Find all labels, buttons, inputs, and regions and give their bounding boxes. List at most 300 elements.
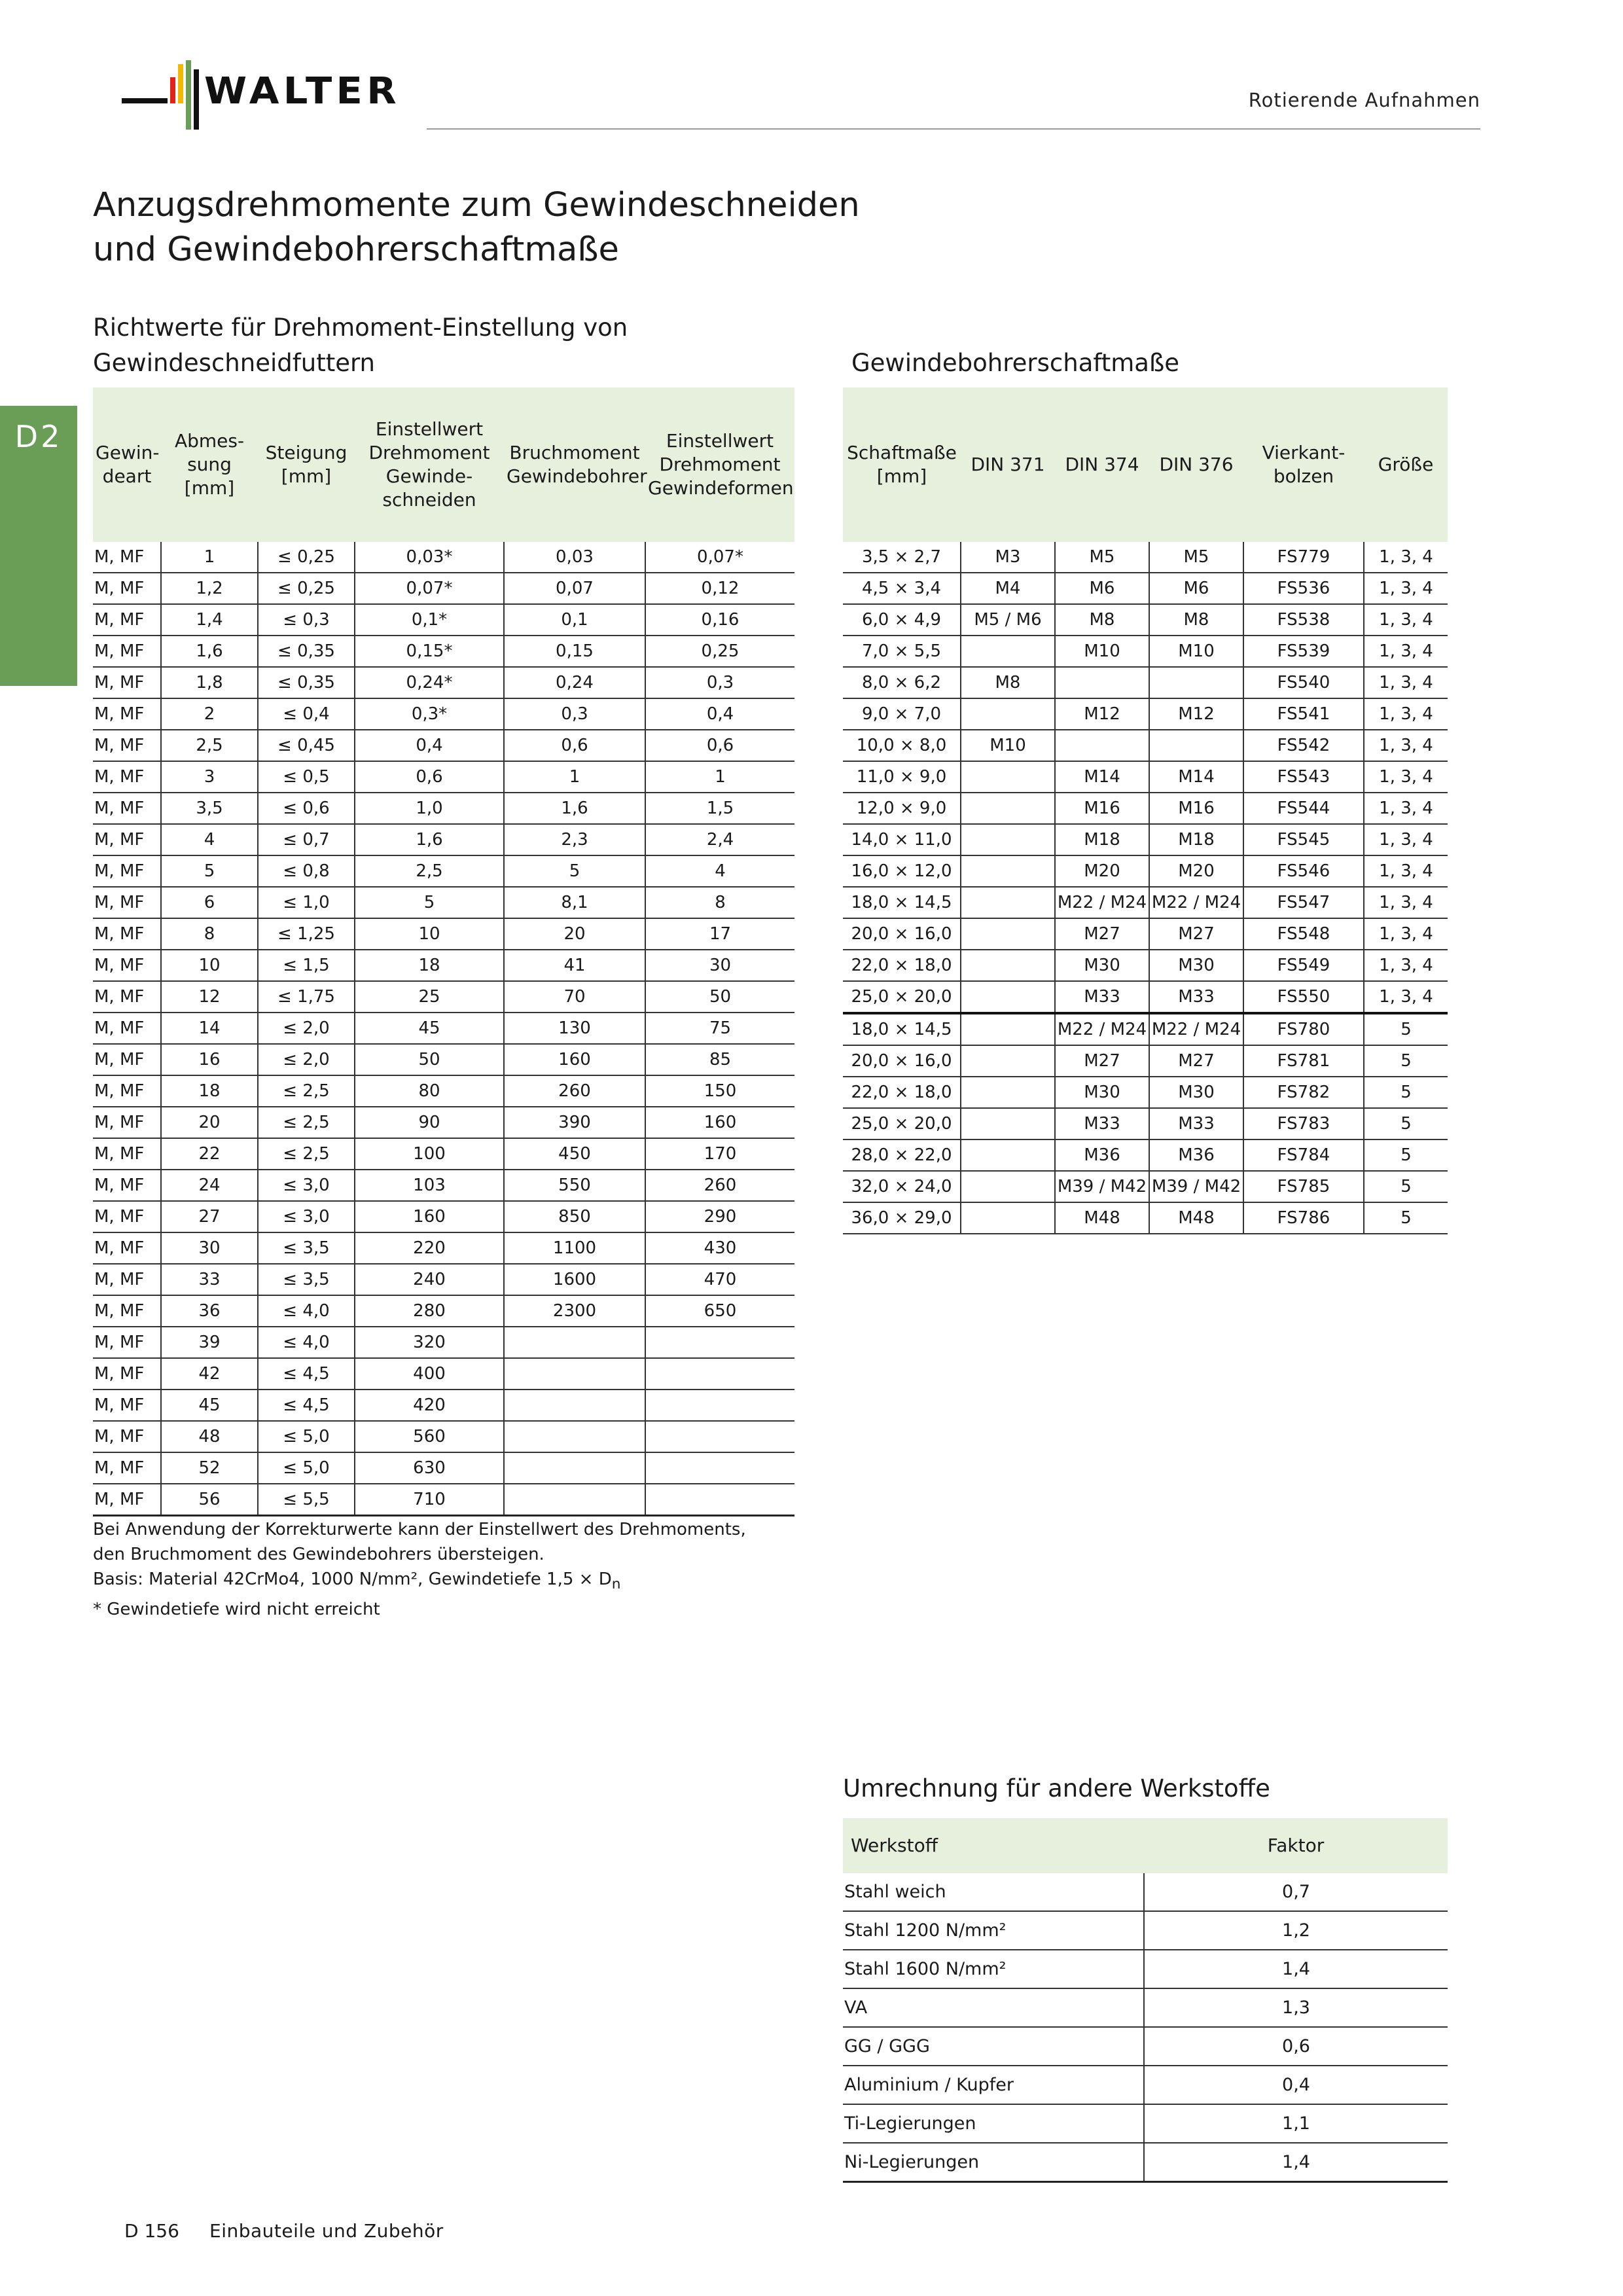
table-cell: M, MF — [93, 887, 161, 918]
table-cell: FS546 — [1243, 855, 1364, 887]
table-cell: 8,0 × 6,2 — [843, 667, 961, 698]
table-row — [843, 887, 1448, 918]
table-row — [93, 573, 794, 604]
table-cell: ≤ 0,7 — [258, 824, 355, 855]
table-cell — [961, 761, 1055, 793]
header-rule — [427, 128, 1480, 130]
table-cell: M, MF — [93, 824, 161, 855]
table-cell: M8 — [1055, 604, 1149, 636]
table-cell: ≤ 1,5 — [258, 950, 355, 981]
table-cell: 220 — [355, 1232, 504, 1264]
table-cell: 28,0 × 22,0 — [843, 1139, 961, 1171]
table-cell: M27 — [1149, 1045, 1243, 1077]
table-cell: ≤ 2,5 — [258, 1075, 355, 1107]
table-cell: Stahl 1200 N/mm² — [843, 1911, 1144, 1950]
table-cell: 5 — [1364, 1108, 1448, 1139]
table-cell: ≤ 1,75 — [258, 981, 355, 1013]
table-cell: 18,0 × 14,5 — [843, 887, 961, 918]
table-cell: ≤ 0,6 — [258, 793, 355, 824]
table-cell: M27 — [1055, 1045, 1149, 1077]
table-cell: M, MF — [93, 1295, 161, 1327]
table-cell: M36 — [1149, 1139, 1243, 1171]
table-cell: Ni-Legierungen — [843, 2143, 1144, 2182]
table-cell: ≤ 1,0 — [258, 887, 355, 918]
table-cell: FS547 — [1243, 887, 1364, 918]
page-title — [93, 183, 1075, 272]
table-cell: 5 — [161, 855, 258, 887]
table-cell: 1 — [161, 542, 258, 573]
torque-header-cell: Einstellwert Drehmoment Gewinde- schneiden — [355, 387, 504, 542]
table-cell: 150 — [645, 1075, 794, 1107]
table-cell: M10 — [1149, 636, 1243, 667]
table-cell: 1, 3, 4 — [1364, 573, 1448, 604]
table-row — [93, 1421, 794, 1452]
table-cell: 22,0 × 18,0 — [843, 1077, 961, 1108]
table-cell: 50 — [645, 981, 794, 1013]
table-cell: M, MF — [93, 918, 161, 950]
table-row — [93, 667, 794, 698]
table-cell — [961, 1077, 1055, 1108]
table-cell: M, MF — [93, 604, 161, 636]
table-cell: M20 — [1149, 855, 1243, 887]
table-cell: M3 — [961, 542, 1055, 573]
table-cell: M10 — [1055, 636, 1149, 667]
table-cell: 560 — [355, 1421, 504, 1452]
table-cell: 1, 3, 4 — [1364, 981, 1448, 1013]
table-cell: 260 — [504, 1075, 645, 1107]
table-cell: 10 — [161, 950, 258, 981]
table-cell: FS538 — [1243, 604, 1364, 636]
table-cell: 1,6 — [504, 793, 645, 824]
table-cell: M16 — [1149, 793, 1243, 824]
table-row — [843, 2143, 1448, 2182]
table-cell: M22 / M24 — [1149, 1013, 1243, 1045]
table-cell: 5 — [1364, 1045, 1448, 1077]
table-cell: 0,6 — [1144, 2027, 1448, 2066]
table-row — [93, 761, 794, 793]
table-cell: 2,4 — [645, 824, 794, 855]
table-cell: M, MF — [93, 573, 161, 604]
table-cell: ≤ 2,5 — [258, 1107, 355, 1138]
table-cell: 18 — [161, 1075, 258, 1107]
table-cell: 22 — [161, 1138, 258, 1170]
torque-title-line1: Richtwerte für Drehmoment-Einstellung von — [93, 314, 628, 342]
table-cell: FS785 — [1243, 1171, 1364, 1202]
table-row — [843, 730, 1448, 761]
table-cell: 2 — [161, 698, 258, 730]
table-cell — [645, 1452, 794, 1484]
table-cell: 30 — [645, 950, 794, 981]
factor-header-cell: Faktor — [1144, 1818, 1448, 1873]
table-cell: M, MF — [93, 667, 161, 698]
table-cell: 1,6 — [161, 636, 258, 667]
table-row — [93, 1013, 794, 1044]
table-cell: 0,6 — [645, 730, 794, 761]
table-row — [93, 1358, 794, 1390]
table-cell: 240 — [355, 1264, 504, 1295]
table-cell — [504, 1484, 645, 1516]
table-cell: 14,0 × 11,0 — [843, 824, 961, 855]
table-row — [843, 1950, 1448, 1988]
table-cell: 41 — [504, 950, 645, 981]
table-cell: 1 — [645, 761, 794, 793]
table-row — [93, 1484, 794, 1516]
table-cell: 1, 3, 4 — [1364, 887, 1448, 918]
table-row — [93, 1390, 794, 1421]
table-cell: M, MF — [93, 1452, 161, 1484]
table-cell: 9,0 × 7,0 — [843, 698, 961, 730]
table-cell: 52 — [161, 1452, 258, 1484]
table-cell: 5 — [1364, 1171, 1448, 1202]
table-cell: 80 — [355, 1075, 504, 1107]
table-cell — [645, 1421, 794, 1452]
table-cell: 11,0 × 9,0 — [843, 761, 961, 793]
table-cell — [961, 918, 1055, 950]
table-cell: 10 — [355, 918, 504, 950]
table-cell — [645, 1327, 794, 1358]
table-cell — [961, 1202, 1055, 1234]
table-cell: 0,24 — [504, 667, 645, 698]
table-cell: M30 — [1055, 950, 1149, 981]
table-cell: M, MF — [93, 1107, 161, 1138]
table-cell: ≤ 4,0 — [258, 1295, 355, 1327]
shank-header-cell: DIN 374 — [1055, 387, 1149, 542]
table-cell: 1,4 — [161, 604, 258, 636]
table-cell: 45 — [355, 1013, 504, 1044]
table-cell: M30 — [1149, 1077, 1243, 1108]
note-line: den Bruchmoment des Gewindebohrers übersteigen. — [93, 1545, 544, 1564]
table-cell — [504, 1327, 645, 1358]
table-cell: FS542 — [1243, 730, 1364, 761]
page-number: D 156 — [124, 2220, 179, 2242]
page-title-line1: Anzugsdrehmomente zum Gewindeschneiden — [93, 186, 860, 224]
table-cell: 1, 3, 4 — [1364, 855, 1448, 887]
table-row — [843, 1911, 1448, 1950]
shank-table-title: Gewindebohrerschaftmaße — [851, 349, 1180, 377]
table-cell: 1, 3, 4 — [1364, 698, 1448, 730]
table-cell: 0,6 — [504, 730, 645, 761]
torque-table — [93, 387, 794, 1516]
table-cell: 850 — [504, 1201, 645, 1232]
table-row — [843, 918, 1448, 950]
table-cell: M18 — [1149, 824, 1243, 855]
table-cell: 1,4 — [1144, 1950, 1448, 1988]
table-cell: 1100 — [504, 1232, 645, 1264]
table-cell: 10,0 × 8,0 — [843, 730, 961, 761]
table-cell: ≤ 5,0 — [258, 1421, 355, 1452]
torque-header-cell: Bruchmoment Gewindebohrer — [504, 387, 645, 542]
table-cell: 280 — [355, 1295, 504, 1327]
table-cell: 290 — [645, 1201, 794, 1232]
table-cell: M8 — [961, 667, 1055, 698]
note-subscript: n — [611, 1576, 621, 1593]
torque-header-cell: Abmes- sung [mm] — [161, 387, 258, 542]
table-cell: 12 — [161, 981, 258, 1013]
table-cell: 20 — [161, 1107, 258, 1138]
table-cell — [961, 1139, 1055, 1171]
table-cell: 6 — [161, 887, 258, 918]
table-cell: 650 — [645, 1295, 794, 1327]
table-row — [843, 761, 1448, 793]
table-cell: 45 — [161, 1390, 258, 1421]
table-cell: M, MF — [93, 636, 161, 667]
table-cell: 1, 3, 4 — [1364, 542, 1448, 573]
table-cell: ≤ 3,0 — [258, 1201, 355, 1232]
table-row — [93, 1232, 794, 1264]
table-cell: ≤ 3,5 — [258, 1264, 355, 1295]
table-cell — [961, 981, 1055, 1013]
table-cell: 5 — [1364, 1139, 1448, 1171]
table-row — [843, 950, 1448, 981]
table-cell: M, MF — [93, 1138, 161, 1170]
table-cell: M12 — [1149, 698, 1243, 730]
table-cell: 18,0 × 14,5 — [843, 1013, 961, 1045]
table-cell: ≤ 0,4 — [258, 698, 355, 730]
table-cell: 0,25 — [645, 636, 794, 667]
table-cell: 5 — [1364, 1077, 1448, 1108]
table-cell: 0,03 — [504, 542, 645, 573]
shank-header-cell: DIN 371 — [961, 387, 1055, 542]
table-cell: 25 — [355, 981, 504, 1013]
torque-title-line2: Gewindeschneidfuttern — [93, 349, 375, 377]
table-row — [93, 855, 794, 887]
table-cell: 2,5 — [161, 730, 258, 761]
table-cell: M22 / M24 — [1055, 1013, 1149, 1045]
walter-logo — [122, 60, 403, 132]
table-cell: 25,0 × 20,0 — [843, 981, 961, 1013]
table-cell: 17 — [645, 918, 794, 950]
table-cell: 2,3 — [504, 824, 645, 855]
table-cell: 1, 3, 4 — [1364, 918, 1448, 950]
table-cell: 0,12 — [645, 573, 794, 604]
table-cell: 0,3* — [355, 698, 504, 730]
table-cell: 710 — [355, 1484, 504, 1516]
table-cell: 5 — [1364, 1202, 1448, 1234]
table-cell — [645, 1358, 794, 1390]
table-cell: M, MF — [93, 855, 161, 887]
factor-header-row — [843, 1818, 1448, 1873]
table-cell: 1, 3, 4 — [1364, 793, 1448, 824]
table-cell: FS781 — [1243, 1045, 1364, 1077]
table-cell: 30 — [161, 1232, 258, 1264]
table-cell: ≤ 0,8 — [258, 855, 355, 887]
torque-header-cell: Einstellwert Drehmoment Gewindeformen — [645, 387, 794, 542]
table-cell: 0,4 — [645, 698, 794, 730]
table-row — [93, 793, 794, 824]
table-cell: 7,0 × 5,5 — [843, 636, 961, 667]
table-row — [93, 1201, 794, 1232]
table-row — [93, 1107, 794, 1138]
table-cell: 2,5 — [355, 855, 504, 887]
table-cell: 12,0 × 9,0 — [843, 793, 961, 824]
shank-header-cell: Vierkant- bolzen — [1243, 387, 1364, 542]
table-cell: M30 — [1055, 1077, 1149, 1108]
table-cell: 6,0 × 4,9 — [843, 604, 961, 636]
table-cell: 1,6 — [355, 824, 504, 855]
table-cell — [961, 1108, 1055, 1139]
table-row — [843, 1171, 1448, 1202]
table-cell: 4 — [645, 855, 794, 887]
table-cell: ≤ 0,35 — [258, 636, 355, 667]
table-cell: ≤ 0,3 — [258, 604, 355, 636]
svg-text:WALTER: WALTER — [204, 70, 401, 113]
table-cell: 50 — [355, 1044, 504, 1075]
table-cell — [961, 1013, 1055, 1045]
table-cell: 5 — [1364, 1013, 1448, 1045]
note-line: * Gewindetiefe wird nicht erreicht — [93, 1600, 380, 1620]
shank-table — [843, 387, 1448, 1234]
side-tab-label: D2 — [14, 419, 63, 454]
table-row — [843, 1988, 1448, 2027]
table-cell — [1149, 667, 1243, 698]
table-cell: FS541 — [1243, 698, 1364, 730]
table-cell: 390 — [504, 1107, 645, 1138]
table-cell: 450 — [504, 1138, 645, 1170]
table-cell: M33 — [1149, 1108, 1243, 1139]
table-row — [843, 1013, 1448, 1045]
table-cell: 0,15* — [355, 636, 504, 667]
table-cell: GG / GGG — [843, 2027, 1144, 2066]
table-cell: M20 — [1055, 855, 1149, 887]
table-row — [93, 1452, 794, 1484]
table-cell: 0,16 — [645, 604, 794, 636]
table-cell: 20,0 × 16,0 — [843, 1045, 961, 1077]
table-cell: 130 — [504, 1013, 645, 1044]
table-cell: M, MF — [93, 1013, 161, 1044]
table-cell: ≤ 2,5 — [258, 1138, 355, 1170]
table-cell: M, MF — [93, 1201, 161, 1232]
table-cell — [961, 698, 1055, 730]
table-cell — [645, 1390, 794, 1421]
table-cell: 85 — [645, 1044, 794, 1075]
table-cell: M18 — [1055, 824, 1149, 855]
table-cell: 20 — [504, 918, 645, 950]
table-cell: M, MF — [93, 1421, 161, 1452]
table-cell: M, MF — [93, 950, 161, 981]
table-cell: M33 — [1149, 981, 1243, 1013]
shank-header-cell: Größe — [1364, 387, 1448, 542]
table-cell: 160 — [504, 1044, 645, 1075]
table-row — [843, 1202, 1448, 1234]
table-cell: 550 — [504, 1170, 645, 1201]
table-row — [843, 604, 1448, 636]
table-cell: FS780 — [1243, 1013, 1364, 1045]
factor-table-title: Umrechnung für andere Werkstoffe — [843, 1774, 1270, 1803]
shank-header-cell: DIN 376 — [1149, 387, 1243, 542]
table-cell: 1, 3, 4 — [1364, 730, 1448, 761]
table-cell: 8,1 — [504, 887, 645, 918]
footer-title: Einbauteile und Zubehör — [209, 2220, 444, 2242]
table-cell: M30 — [1149, 950, 1243, 981]
table-cell: 1, 3, 4 — [1364, 604, 1448, 636]
table-cell: Aluminium / Kupfer — [843, 2066, 1144, 2104]
table-cell: 24 — [161, 1170, 258, 1201]
table-row — [843, 793, 1448, 824]
torque-notes — [93, 1517, 813, 1622]
table-row — [843, 1873, 1448, 1911]
page-title-line2: und Gewindebohrerschaftmaße — [93, 230, 619, 269]
table-cell: M, MF — [93, 1170, 161, 1201]
table-cell — [961, 887, 1055, 918]
table-cell: M, MF — [93, 793, 161, 824]
table-cell: ≤ 5,5 — [258, 1484, 355, 1516]
table-cell: M16 — [1055, 793, 1149, 824]
table-cell: ≤ 0,5 — [258, 761, 355, 793]
table-cell: 1,5 — [645, 793, 794, 824]
table-cell: M22 / M24 — [1055, 887, 1149, 918]
table-cell: 42 — [161, 1358, 258, 1390]
table-cell: M27 — [1055, 918, 1149, 950]
table-cell: VA — [843, 1988, 1144, 2027]
table-row — [93, 1264, 794, 1295]
shank-header-row — [843, 387, 1448, 542]
table-cell: ≤ 4,5 — [258, 1390, 355, 1421]
table-row — [93, 1044, 794, 1075]
torque-header-cell: Steigung [mm] — [258, 387, 355, 542]
table-cell: 1, 3, 4 — [1364, 950, 1448, 981]
table-cell: 0,07* — [355, 573, 504, 604]
table-row — [843, 573, 1448, 604]
table-cell: 103 — [355, 1170, 504, 1201]
table-cell: 0,15 — [504, 636, 645, 667]
table-cell: 8 — [645, 887, 794, 918]
table-cell: 5 — [504, 855, 645, 887]
table-cell: FS550 — [1243, 981, 1364, 1013]
table-row — [93, 1295, 794, 1327]
table-cell: 14 — [161, 1013, 258, 1044]
table-cell: ≤ 4,5 — [258, 1358, 355, 1390]
table-cell: M33 — [1055, 981, 1149, 1013]
table-cell: 36 — [161, 1295, 258, 1327]
table-cell: M48 — [1055, 1202, 1149, 1234]
table-cell — [1055, 730, 1149, 761]
table-row — [843, 1077, 1448, 1108]
table-cell: 27 — [161, 1201, 258, 1232]
table-cell: M, MF — [93, 761, 161, 793]
table-cell: 18 — [355, 950, 504, 981]
table-cell: FS539 — [1243, 636, 1364, 667]
table-cell — [961, 824, 1055, 855]
table-cell: 0,03* — [355, 542, 504, 573]
table-cell: FS549 — [1243, 950, 1364, 981]
note-line — [93, 1567, 813, 1597]
table-cell: M10 — [961, 730, 1055, 761]
table-row — [93, 1170, 794, 1201]
table-cell: M22 / M24 — [1149, 887, 1243, 918]
table-cell: ≤ 3,0 — [258, 1170, 355, 1201]
table-cell: 100 — [355, 1138, 504, 1170]
table-cell: 0,6 — [355, 761, 504, 793]
table-cell: M, MF — [93, 1390, 161, 1421]
table-cell: ≤ 0,45 — [258, 730, 355, 761]
table-cell: M, MF — [93, 1075, 161, 1107]
table-cell: FS536 — [1243, 573, 1364, 604]
table-cell: 0,07 — [504, 573, 645, 604]
table-cell: 1, 3, 4 — [1364, 824, 1448, 855]
table-cell: M, MF — [93, 698, 161, 730]
table-row — [843, 2027, 1448, 2066]
table-cell — [504, 1421, 645, 1452]
table-cell: FS783 — [1243, 1108, 1364, 1139]
table-cell: M6 — [1055, 573, 1149, 604]
table-row — [843, 981, 1448, 1013]
factor-header-cell: Werkstoff — [843, 1818, 1144, 1873]
table-cell: 0,4 — [1144, 2066, 1448, 2104]
table-cell: 0,1 — [504, 604, 645, 636]
table-row — [93, 636, 794, 667]
table-cell: ≤ 2,0 — [258, 1044, 355, 1075]
table-cell: M5 / M6 — [961, 604, 1055, 636]
